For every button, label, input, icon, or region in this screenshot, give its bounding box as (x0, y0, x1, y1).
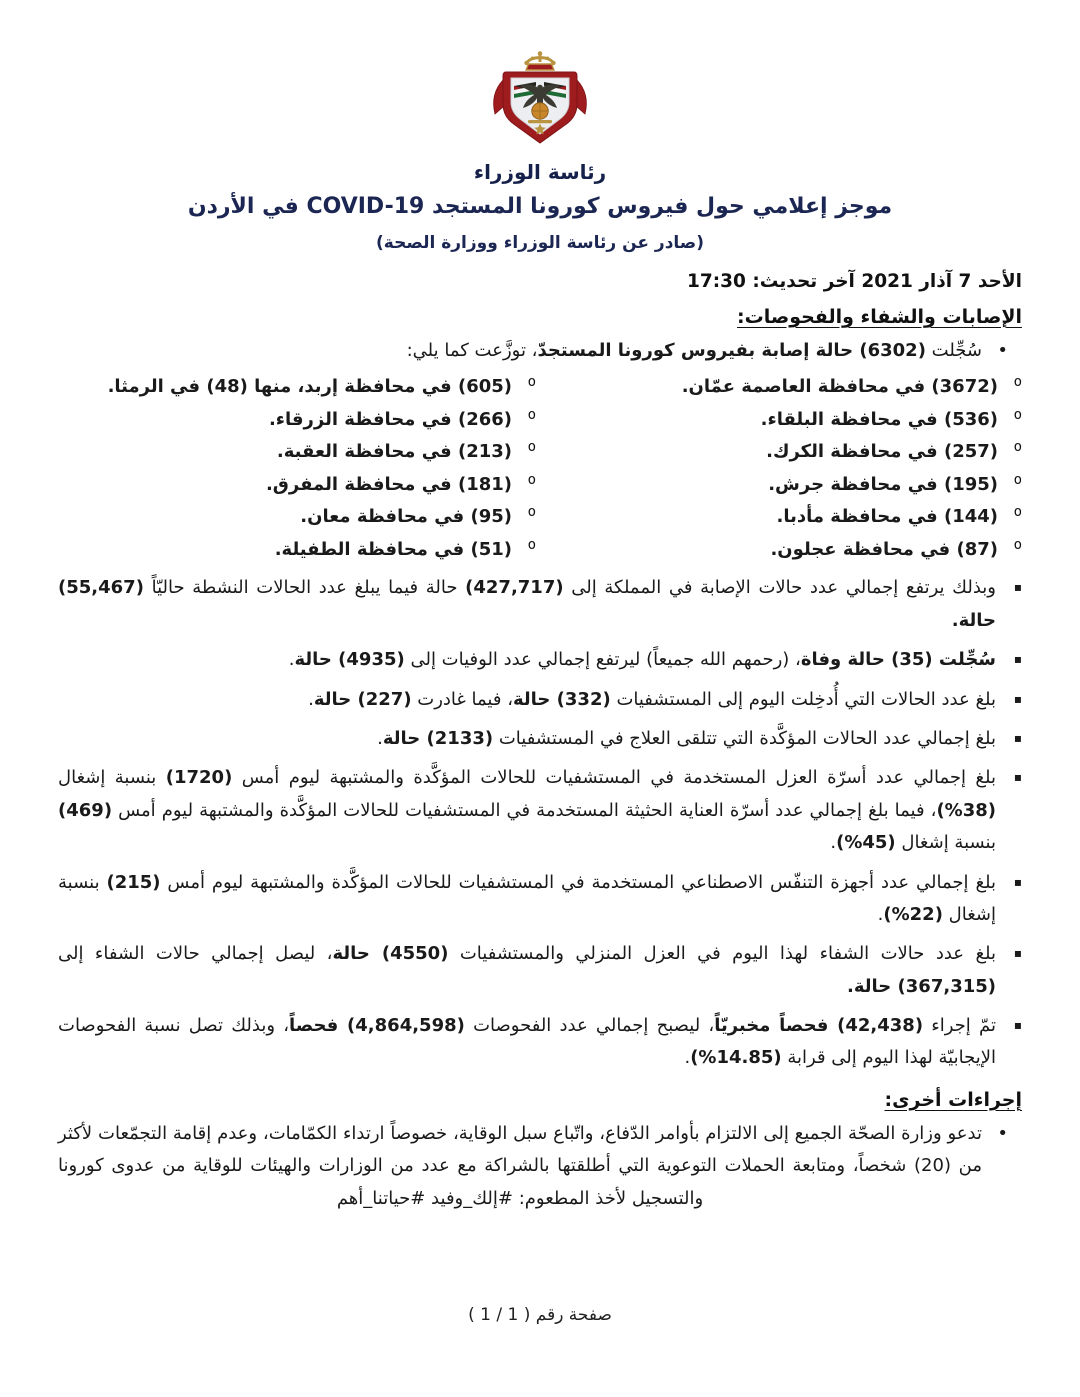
crown-icon (524, 51, 555, 70)
stat-text: سُجِّلت (35) حالة وفاة، (رحمهم الله جميعاً) ليرتفع إجمالي عدد الوفيات إلى (4935) حالة. (288, 649, 996, 671)
circle-bullet-icon: o (527, 504, 536, 521)
date-line: الأحد 7 آذار 2021 آخر تحديث: 17:30 (687, 271, 1022, 292)
governorate-item (58, 469, 536, 501)
governorate-item (58, 436, 536, 468)
jordan-coat-of-arms-icon (480, 50, 600, 156)
governorate-item (544, 469, 1022, 501)
section-heading-cases: الإصابات والشفاء والفحوصات: (737, 306, 1022, 328)
page-number-label: صفحة رقم ( 1 / 1 ) (468, 1305, 612, 1325)
stat-item (58, 684, 1022, 716)
governorate-item (544, 371, 1022, 403)
governorate-case-count: (195) في محافظة جرش. (768, 473, 998, 495)
governorate-item (58, 534, 536, 566)
circle-bullet-icon: o (1013, 471, 1022, 488)
governorate-case-count: (605) في محافظة إربد، منها (48) في الرمثا. (107, 376, 512, 398)
governorate-case-count: (51) في محافظة الطفيلة. (274, 538, 512, 560)
other-measure-item (58, 1118, 1022, 1215)
square-bullet-icon: ▪ (1013, 874, 1022, 889)
governorate-item (58, 404, 536, 436)
other-measure-text: تدعو وزارة الصحّة الجميع إلى الالتزام بأوامر الدّفاع، واتّباع سبل الوقاية، خصوصاً ارتداء الكمّامات، وعدم إقامة التجمّعات لأكثر من (20) شخصاً، ومتابعة الحملات التوعوية التي أطلقتها بالشراكة مع عدد من الوزارات والهيئات للوقاية من عدوى كورونا والتسجيل لأخذ المطعوم: #إلك_وفيد #حياتنا_أهم (58, 1122, 982, 1209)
stat-item (58, 1010, 1022, 1075)
governorate-case-count: (536) في محافظة البلقاء. (760, 408, 998, 430)
intro-bullet-item (58, 335, 1022, 367)
section-heading-other: إجراءات أخرى: (884, 1088, 1022, 1111)
stat-text: بلغ عدد حالات الشفاء لهذا اليوم في العزل المنزلي والمستشفيات (4550) حالة، ليصل إجمالي حالات الشفاء إلى (367,315) حالة. (58, 943, 997, 997)
governorate-item (544, 534, 1022, 566)
logo-org-name: رئاسة الوزراء (473, 160, 607, 184)
stat-item (58, 723, 1022, 755)
page-title: موجز إعلامي حول فيروس كورونا المستجد COVID-19 في الأردن (187, 194, 893, 219)
other-measures-list (58, 1118, 1022, 1215)
square-bullet-icon: ▪ (1013, 946, 1022, 961)
stat-text: بلغ إجمالي عدد أسرّة العزل المستخدمة في المستشفيات للحالات المؤكَّدة والمشتبهة ليوم أمس (1720) بنسبة إشغال (%38)، فيما بلغ إجمالي عدد أسرّة العناية الحثيثة المستخدمة في المستشفيات للحالات المؤكَّدة والمشتبهة ليوم أمس (469) بنسبة إشغال (%45). (58, 767, 996, 854)
governorate-case-count: (87) في محافظة عجلون. (770, 538, 998, 560)
square-bullet-icon: ▪ (1013, 580, 1022, 595)
stat-item (58, 644, 1022, 676)
page-subtitle: (صادر عن رئاسة الوزراء ووزارة الصحة) (376, 233, 704, 253)
governorate-case-count: (144) في محافظة مأدبا. (776, 506, 998, 528)
governorate-case-count: (3672) في محافظة العاصمة عمّان. (681, 376, 998, 398)
square-bullet-icon: ▪ (1013, 770, 1022, 785)
circle-bullet-icon: o (1013, 439, 1022, 456)
governorate-item (544, 404, 1022, 436)
stat-text: بلغ عدد الحالات التي أُدخِلت اليوم إلى المستشفيات (332) حالة، فيما غادرت (227) حالة. (308, 688, 996, 710)
circle-bullet-icon: o (1013, 536, 1022, 553)
stat-item (58, 762, 1022, 859)
square-bullet-icon: ▪ (1013, 730, 1022, 745)
governorate-case-count: (213) في محافظة العقبة. (276, 441, 512, 463)
governorate-list (58, 371, 1022, 565)
circle-bullet-icon: o (1013, 374, 1022, 391)
governorate-case-count: (257) في محافظة الكرك. (766, 441, 998, 463)
governorate-item (58, 371, 536, 403)
stat-item (58, 867, 1022, 932)
stat-text: بلغ إجمالي عدد الحالات المؤكَّدة التي تتلقى العلاج في المستشفيات (2133) حالة. (377, 727, 996, 749)
circle-bullet-icon: o (527, 471, 536, 488)
intro-text: سُجِّلت (6302) حالة إصابة بفيروس كورونا المستجدّ، توزَّعت كما يلي: (406, 340, 982, 361)
square-bullet-icon: ▪ (1013, 1018, 1022, 1033)
governorate-item (58, 501, 536, 533)
intro-list (58, 335, 1022, 367)
circle-bullet-icon: o (527, 406, 536, 423)
governorate-case-count: (95) في محافظة معان. (300, 506, 512, 528)
stat-item (58, 938, 1022, 1003)
governorate-case-count: (266) في محافظة الزرقاء. (268, 408, 512, 430)
stats-list (58, 572, 1022, 1074)
square-bullet-icon: ▪ (1013, 652, 1022, 667)
governorate-item (544, 501, 1022, 533)
circle-bullet-icon: o (1013, 406, 1022, 423)
stat-text: وبذلك يرتفع إجمالي عدد حالات الإصابة في المملكة إلى (427,717) حالة فيما يبلغ عدد الحالات النشطة حاليّاً (55,467) حالة. (58, 577, 996, 631)
stat-item (58, 572, 1022, 637)
stat-text: بلغ إجمالي عدد أجهزة التنفّس الاصطناعي المستخدمة في المستشفيات للحالات المؤكَّدة والمشتبهة ليوم أمس (215) بنسبة إشغال (%22). (58, 871, 996, 925)
square-bullet-icon: ▪ (1013, 691, 1022, 706)
header-logo (58, 50, 1022, 184)
circle-bullet-icon: o (527, 439, 536, 456)
disc-bullet-icon: • (997, 1122, 1008, 1144)
circle-bullet-icon: o (527, 374, 536, 391)
disc-bullet-icon: • (997, 340, 1008, 361)
stat-text: تمّ إجراء (42,438) فحصاً مخبريّاً، ليصبح إجمالي عدد الفحوصات (4,864,598) فحصاً، وبذلك تصل نسبة الفحوصات الإيجابيّة لهذا اليوم إلى قرابة (%14.85). (58, 1015, 996, 1069)
governorate-case-count: (181) في محافظة المفرق. (265, 473, 512, 495)
circle-bullet-icon: o (527, 536, 536, 553)
circle-bullet-icon: o (1013, 504, 1022, 521)
governorate-item (544, 436, 1022, 468)
